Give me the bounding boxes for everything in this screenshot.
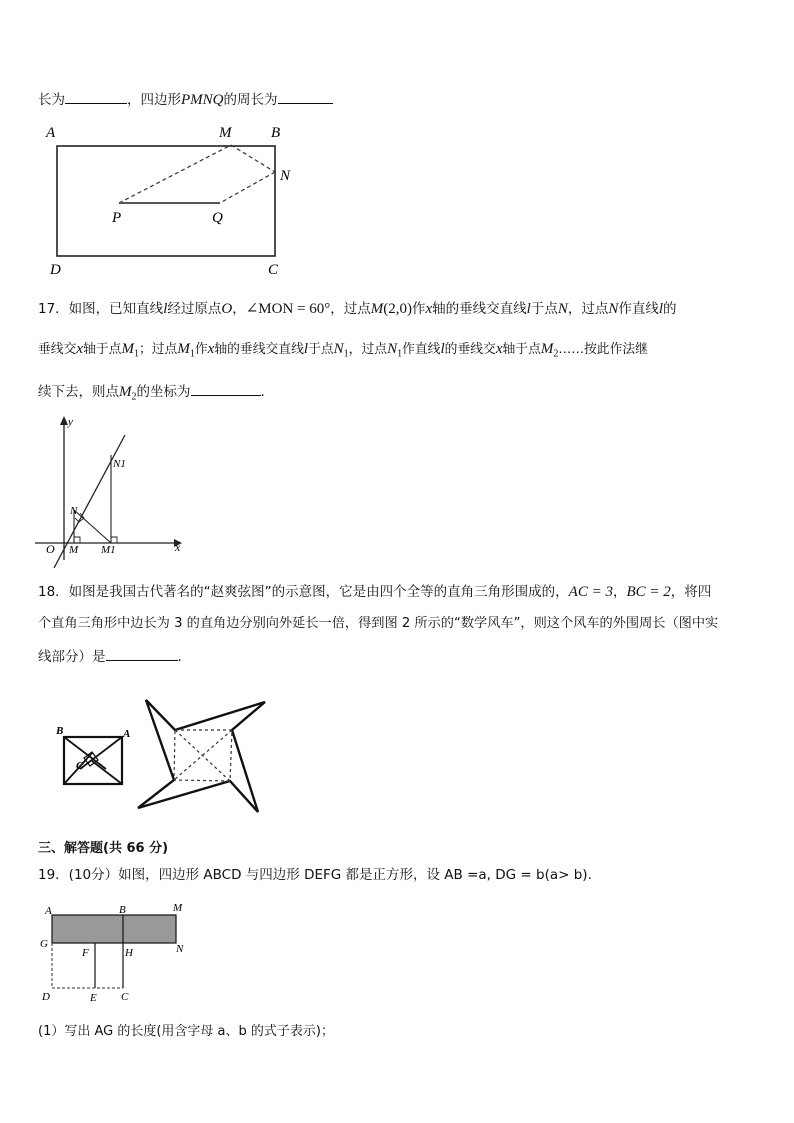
label-q: Q — [212, 210, 223, 226]
math-var: x — [425, 301, 433, 317]
q16-text: 长为 — [38, 92, 65, 108]
text: ，过点 — [330, 301, 371, 317]
math-var: M — [540, 341, 554, 357]
text: 作 — [411, 301, 426, 317]
math-var: M — [121, 341, 134, 357]
text: 的坐标为 — [136, 384, 191, 400]
label-x: x — [175, 540, 181, 554]
text: ，将四 — [670, 584, 712, 600]
label-y: y — [68, 416, 73, 428]
label-m: M — [69, 544, 79, 556]
label-m1: M1 — [101, 544, 116, 556]
text: ，过点 — [348, 342, 388, 357]
label-b: B — [56, 725, 64, 737]
text: 作直线 — [618, 301, 659, 317]
label-g: G — [40, 938, 48, 950]
label-c: C — [268, 262, 279, 278]
subscript: 1 — [343, 348, 349, 360]
label-m: M — [219, 125, 232, 141]
label-o: O — [46, 542, 55, 556]
text: 线部分）是 — [38, 649, 106, 665]
math-var: O — [221, 301, 233, 317]
math-var: N — [387, 341, 398, 357]
text: ， — [612, 584, 627, 600]
math-var: M — [370, 301, 384, 317]
math-var: N — [333, 341, 344, 357]
text: 轴于点 — [83, 342, 122, 357]
q16-text: ，四边形 — [127, 92, 181, 108]
text: 垂线交 — [38, 342, 77, 357]
label-n: N — [70, 505, 78, 517]
label-a: A — [123, 728, 131, 740]
label-c: C — [121, 991, 129, 1003]
text: ……按此作法继 — [558, 342, 648, 357]
text: 的垂线交 — [444, 342, 496, 357]
math-var: l — [163, 301, 168, 317]
math-var: M — [177, 341, 190, 357]
q16-text: 的周长为 — [223, 92, 278, 108]
math-var: x — [495, 341, 503, 357]
text: 个直角三角形中边长为 3 的直角边分别向外延长一倍，得到图 2 所示的“数学风车”，则这个风车的外围周长（图中实 — [38, 616, 719, 631]
text: 18．如图是我国古代著名的“赵爽弦图”的示意图，它是由四个全等的直角三角形围成的， — [38, 584, 569, 600]
label-e: E — [90, 992, 97, 1004]
label-c: C — [76, 760, 84, 772]
label-d: D — [42, 991, 50, 1003]
label-b: B — [271, 125, 281, 141]
text: 作直线 — [402, 342, 441, 357]
label-n: N — [176, 943, 184, 955]
text: ， — [232, 301, 246, 317]
label-n: N — [280, 168, 291, 184]
text: ，过点 — [567, 301, 609, 317]
math-expr: AC = 3 — [568, 584, 613, 600]
math-var: N — [608, 301, 619, 317]
math-var: l — [440, 341, 445, 357]
text: 经过原点 — [167, 301, 222, 317]
label-a: A — [46, 125, 56, 141]
subscript: 1 — [133, 348, 139, 360]
text: 的 — [663, 301, 677, 317]
math-var: l — [303, 341, 309, 357]
text: 17．如图，已知直线 — [38, 301, 164, 317]
label-m: M — [173, 902, 183, 914]
text: 轴的垂线交直线 — [214, 342, 304, 357]
q19-subquestion-1 — [38, 1020, 334, 1039]
math-expr: BC = 2 — [626, 584, 671, 600]
label-b: B — [119, 904, 126, 916]
label-n1: N1 — [113, 458, 126, 470]
subscript: 1 — [189, 348, 195, 360]
math-var: N — [557, 301, 568, 317]
text: 轴于点 — [502, 342, 541, 357]
math-var: l — [658, 301, 664, 317]
subscript: 1 — [397, 348, 403, 360]
text: 轴的垂线交直线 — [432, 301, 527, 317]
label-f: F — [82, 947, 89, 959]
subscript: 2 — [131, 391, 137, 403]
label-h: H — [125, 947, 133, 959]
text: 于点 — [308, 342, 334, 357]
text: 作 — [194, 342, 208, 357]
math-var: x — [207, 341, 215, 357]
math-var: x — [76, 341, 84, 357]
text: ；过点 — [138, 342, 178, 357]
math-var: l — [526, 301, 531, 317]
math-expr: ∠MON = 60° — [245, 301, 331, 317]
text: . — [177, 649, 182, 665]
section-title: 三、解答题(共 66 分) — [38, 841, 169, 856]
label-d: D — [50, 262, 61, 278]
subscript: 2 — [553, 348, 559, 360]
math-var: M — [119, 384, 132, 400]
label-p: P — [112, 210, 122, 226]
shaded-rectangle — [52, 915, 176, 943]
q19-sub1-text: (1）写出 AG 的长度(用含字母 a、b 的式子表示)； — [38, 1024, 334, 1039]
text: 于点 — [530, 301, 558, 317]
math-expr: (2,0) — [383, 301, 412, 317]
quad-name: PMNQ — [181, 92, 224, 108]
text: 续下去，则点 — [38, 384, 119, 400]
q19-text: 19．(10分）如图，四边形 ABCD 与四边形 DEFG 都是正方形，设 AB =a, DG = b(a> b). — [38, 867, 592, 883]
label-a: A — [45, 905, 52, 917]
text: . — [260, 384, 265, 400]
